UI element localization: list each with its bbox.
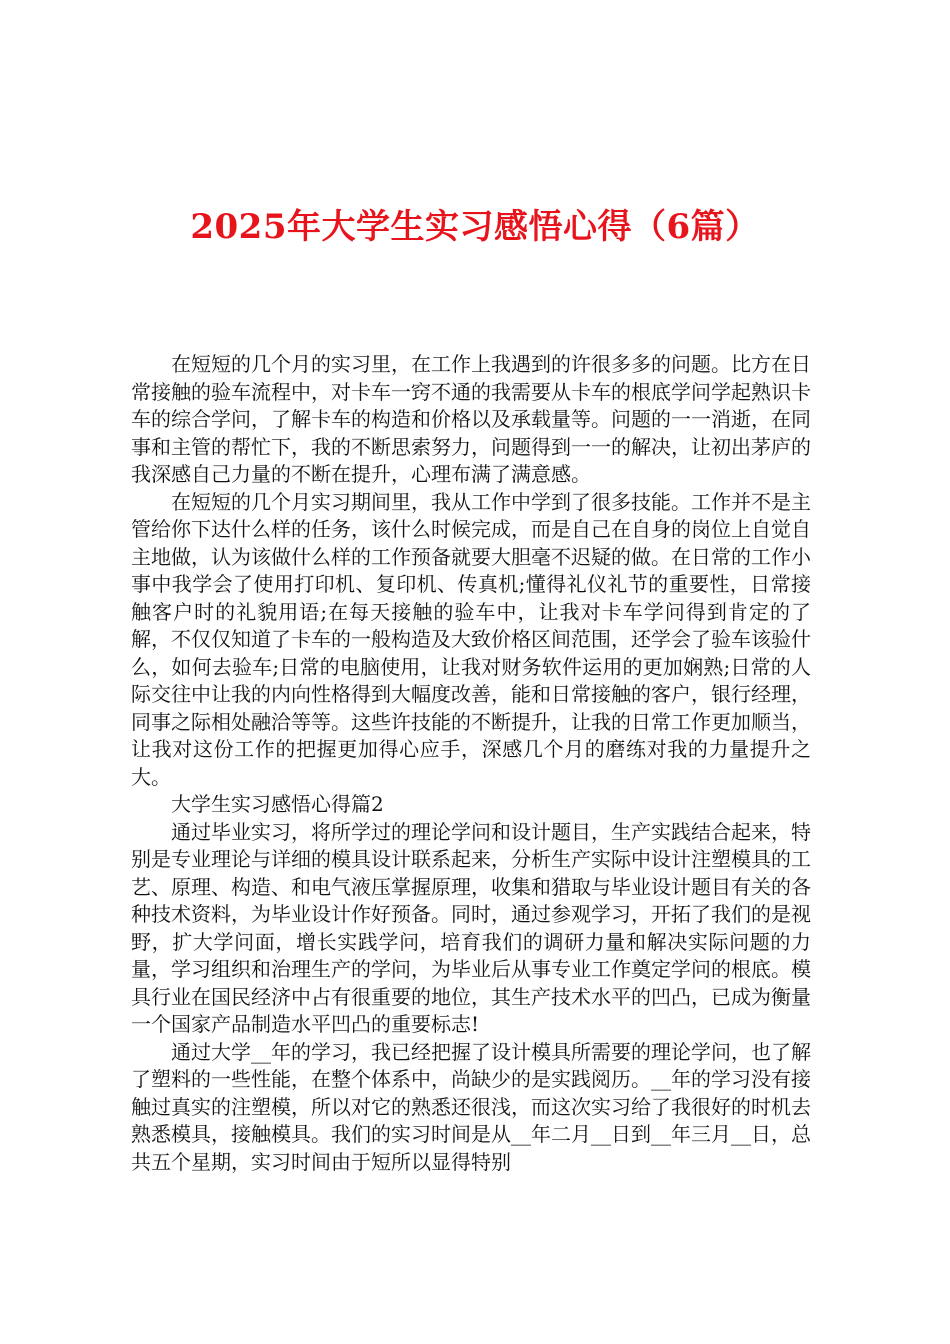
paragraph-2: 在短短的几个月实习期间里，我从工作中学到了很多技能。工作并不是主管给你下达什么样的任务，该什么时候完成，而是自己在自身的岗位上自觉自主地做，认为该做什么样的工作预备就要大胆毫不迟疑的做。在日常的工作小事中我学会了使用打印机、复印机、传真机;懂得礼仪礼节的重要性，日常接触客户时的礼貌用语;在每天接触的验车中，让我对卡车学问得到肯定的了解，不仅仅知道了卡车的一般构造及大致价格区间范围，还学会了验车该验什么，如何去验车;日常的电脑使用，让我对财务软件运用的更加娴熟;日常的人际交往中让我的内向性格得到大幅度改善，能和日常接触的客户，银行经理，同事之际相处融洽等等。这些许技能的不断提升，让我的日常工作更加顺当，让我对这份工作的把握更加得心应手，深感几个月的磨练对我的力量提升之大。	[131, 489, 811, 789]
paragraph-1: 在短短的几个月的实习里，在工作上我遇到的许很多多的问题。比方在日常接触的验车流程中，对卡车一窍不通的我需要从卡车的根底学问学起熟识卡车的综合学问，了解卡车的构造和价格以及承载量等。问题的一一消逝，在同事和主管的帮忙下，我的不断思索努力，问题得到一一的解决，让初出茅庐的我深感自己力量的不断在提升，心理布满了满意感。	[131, 352, 811, 486]
document-title: 2025年大学生实习感悟心得（6篇）	[190, 207, 760, 247]
section-heading-2: 大学生实习感悟心得篇2	[171, 792, 384, 816]
paragraph-4: 通过大学__年的学习，我已经把握了设计模具所需要的理论学问，也了解了塑料的一些性能，在整个体系中，尚缺少的是实践阅历。__年的学习没有接触过真实的注塑模，所以对它的熟悉还很浅，而这次实习给了我很好的时机去熟悉模具，接触模具。我们的实习时间是从__年二月__日到__年三月__日，总共五个星期，实习时间由于短所以显得特别	[131, 1039, 811, 1174]
document-body	[131, 351, 811, 1176]
paragraph-3: 通过毕业实习，将所学过的理论学问和设计题目，生产实践结合起来，特别是专业理论与详细的模具设计联系起来，分析生产实际中设计注塑模具的工艺、原理、构造、和电气液压掌握原理，收集和猎取与毕业设计题目有关的各种技术资料，为毕业设计作好预备。同时，通过参观学习，开拓了我们的是视野，扩大学问面，增长实践学问，培育我们的调研力量和解决实际问题的力量，学习组织和治理生产的学问，为毕业后从事专业工作奠定学问的根底。模具行业在国民经济中占有很重要的地位，其生产技术水平的凹凸，已成为衡量一个国家产品制造水平凹凸的重要标志!	[131, 819, 811, 1036]
